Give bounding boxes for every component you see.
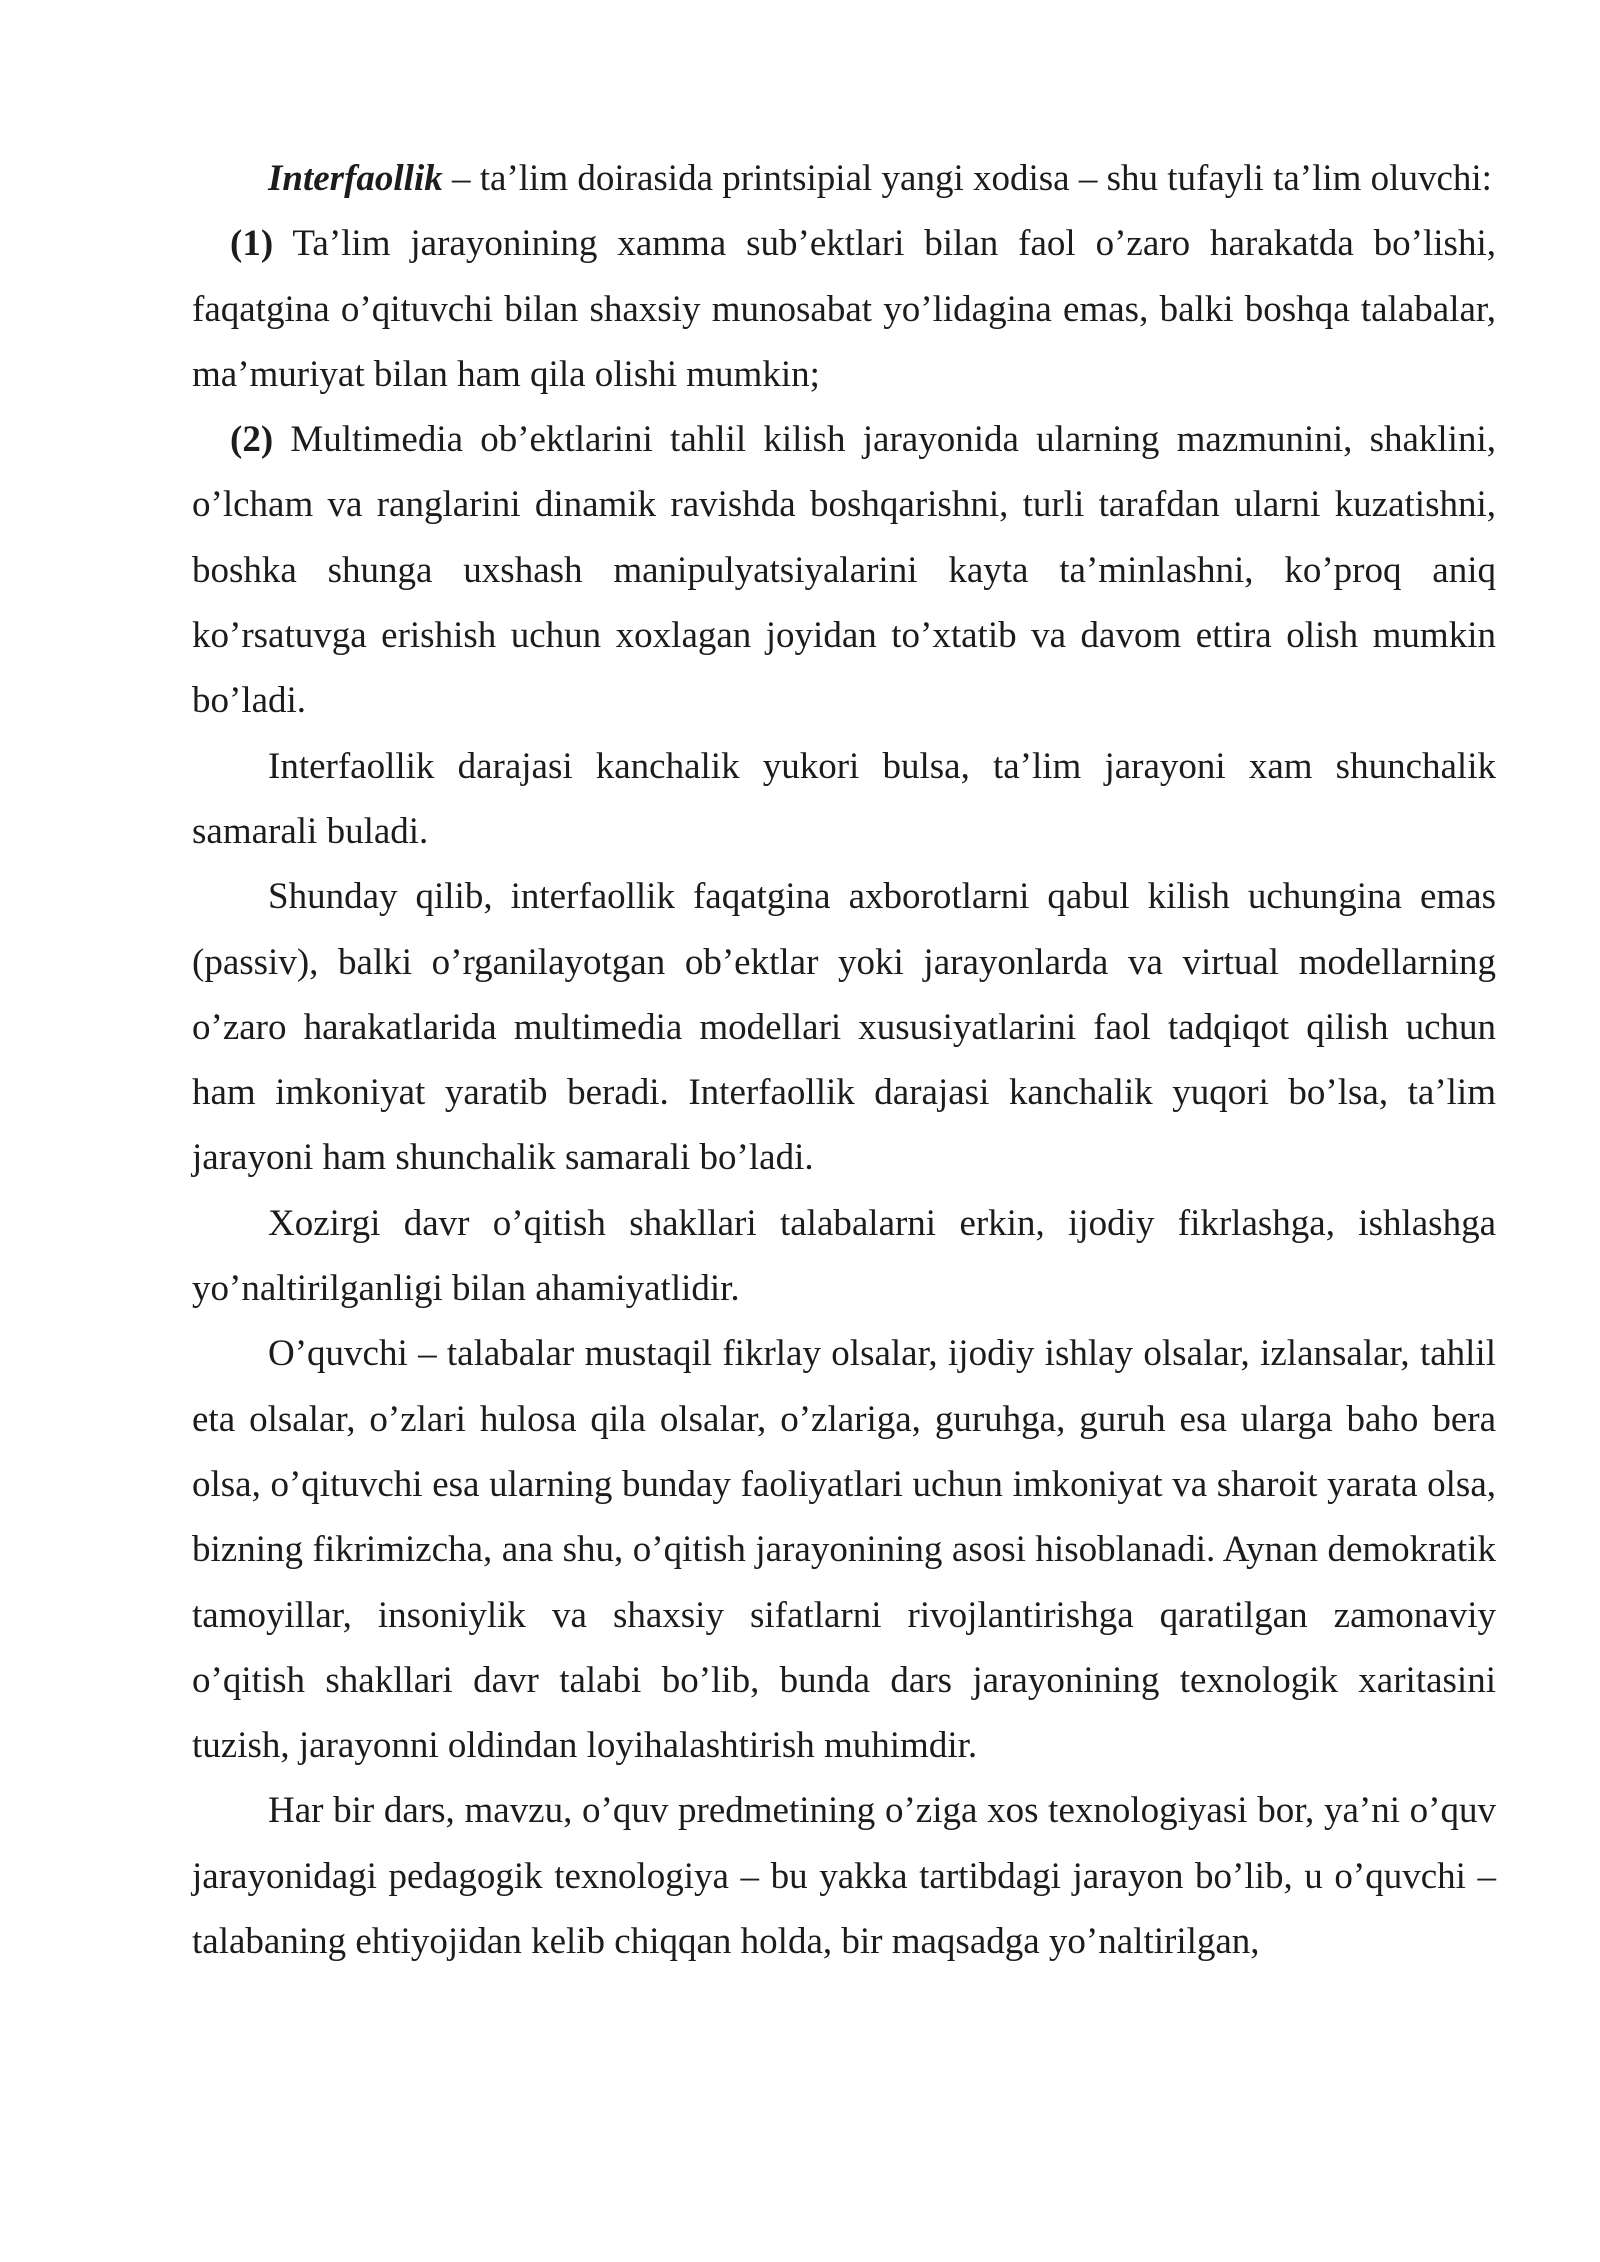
list-item-text: Ta’lim jarayonining xamma sub’ektlari bilan faol o’zaro harakatda bo’lishi, faqatgina o’qituvchi bilan shaxsiy munosabat yo’lidagina emas, balki boshqa talabalar, ma’muriyat bilan ham qila olishi mumkin;: [192, 223, 1496, 395]
paragraph-modern-teaching: Xozirgi davr o’qitish shakllari talabalarni erkin, ijodiy fikrlashga, ishlashga yo’naltirilganligi bilan ahamiyatlidir.: [192, 1202, 1496, 1310]
paragraph-interactivity-summary: Shunday qilib, interfaollik faqatgina axborotlarni qabul kilish uchungina emas (passiv), balki o’rganilayotgan ob’ektlar yoki jarayonlarda va virtual modellarning o’zaro harakatlarida multimedia modellari xususiyatlarini faol tadqiqot qilish uchun ham imkoniyat yaratib beradi. Interfaollik darajasi kanchalik yuqori bo’lsa, ta’lim jarayoni ham shunchalik samarali bo’ladi.: [192, 876, 1496, 1179]
list-item-1: [192, 211, 1496, 407]
paragraph-interfaollik-definition: [192, 146, 1496, 211]
document-page: [192, 146, 1496, 1974]
paragraph-student-activity: O’quvchi – talabalar mustaqil fikrlay olsalar, ijodiy ishlay olsalar, izlansalar, tahlil eta olsalar, o’zlari hulosa qila olsalar, o’zlariga, guruhga, guruh esa ularga baho bera olsa, o’qituvchi esa ularning bunday faoliyatlari uchun imkoniyat va sharoit yarata olsa, bizning fikrimizcha, ana shu, o’qitish jarayonining asosi hisoblanadi. Aynan demokratik tamoyillar, insoniylik va shaxsiy sifatlarni rivojlantirishga qaratilgan zamonaviy o’qitish shakllari davr talabi bo’lib, bunda dars jarayonining texnologik xaritasini tuzish, jarayonni oldindan loyihalashtirish muhimdir.: [192, 1333, 1496, 1767]
list-number: (1): [230, 223, 274, 265]
paragraph-text: – ta’lim doirasida printsipial yangi xodisa – shu tufayli ta’lim oluvchi:: [442, 158, 1492, 199]
paragraph-pedagogical-technology: Har bir dars, mavzu, o’quv predmetining o’ziga xos texnologiyasi bor, ya’ni o’quv jarayonidagi pedagogik texnologiya – bu yakka tartibdagi jarayon bo’lib, u o’quvchi – talabaning ehtiyojidan kelib chiqqan holda, bir maqsadga yo’naltirilgan,: [192, 1790, 1496, 1963]
list-item-text: Multimedia ob’ektlarini tahlil kilish jarayonida ularning mazmunini, shaklini, o’lcham va ranglarini dinamik ravishda boshqarishni, turli tarafdan ularni kuzatishni, boshka shunga uxshash manipulyatsiyalarini kayta ta’minlashni, ko’proq aniq ko’rsatuvga erishish uchun xoxlagan joyidan to’xtatib va davom ettira olish mumkin bo’ladi.: [192, 419, 1496, 722]
list-number: (2): [230, 419, 274, 461]
list-item-2: [192, 407, 1496, 733]
paragraph-interactivity-level: Interfaollik darajasi kanchalik yukori bulsa, ta’lim jarayoni xam shunchalik samarali buladi.: [192, 745, 1496, 852]
defined-term: Interfaollik: [268, 158, 443, 199]
